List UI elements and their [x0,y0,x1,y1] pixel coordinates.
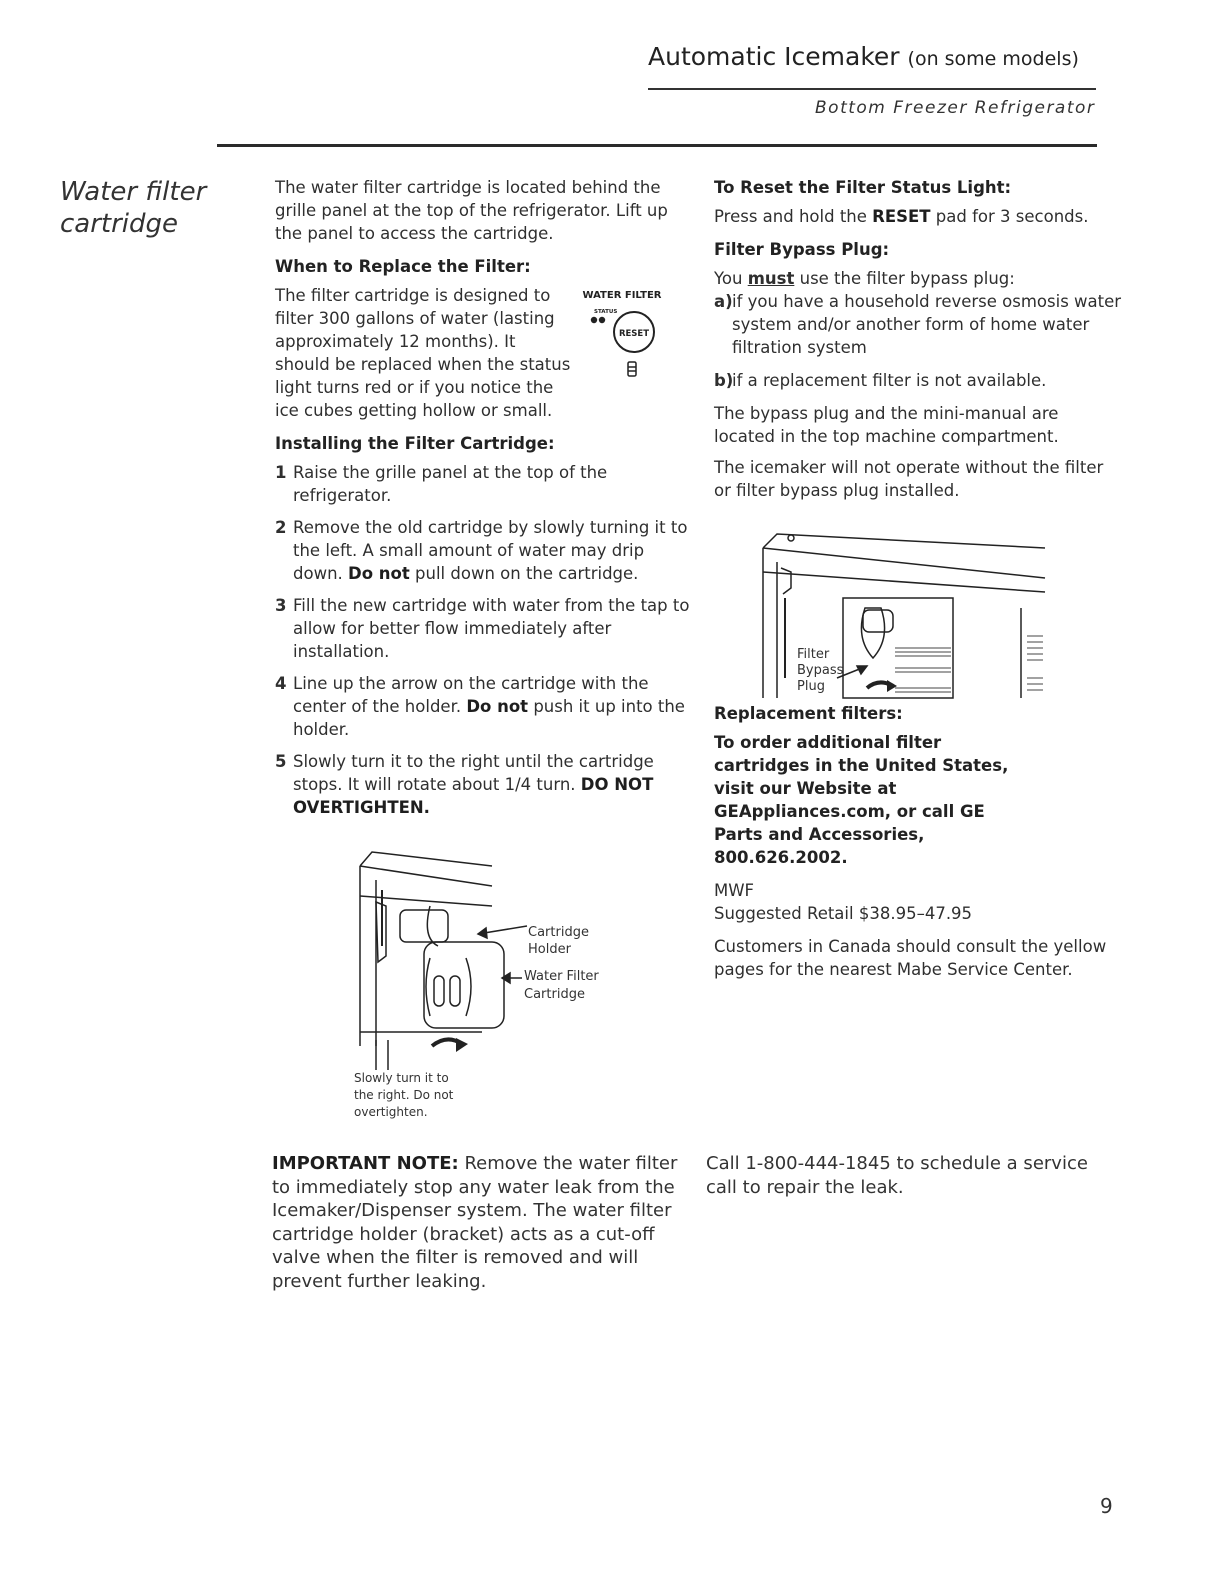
installation-steps [275,461,695,819]
installing-heading: Installing the Filter Cartridge: [275,434,555,453]
indicator-status-label: STATUS [594,309,618,315]
step-4 [275,672,695,741]
when-to-replace-heading: When to Replace the Filter: [275,257,531,276]
diagram-caption-line1: Slowly turn it to [354,1071,449,1085]
bypass-intro-after: use the filter bypass plug: [799,269,1015,288]
header-title-suffix: (on some models) [907,48,1079,70]
diagram-caption-line2: the right. Do not [354,1088,454,1102]
replacement-price: Suggested Retail $38.95–47.95 [714,904,973,923]
important-note-label: IMPORTANT NOTE: [272,1153,459,1174]
cartridge-holder-pointer [478,926,527,938]
section-title: Water filter cartridge [60,177,207,239]
status-light-icon [591,317,597,323]
rotate-right-arrow-icon [432,1038,468,1052]
step-number: 5 [275,752,287,771]
reset-keyword: RESET [872,207,931,226]
step-text: Slowly turn it to the right until the cartridge stops. It will rotate about 1/4 turn. [293,752,654,794]
page-number: 9 [1100,1494,1113,1518]
step-number: 4 [275,674,287,693]
step-warning: Do not [348,564,410,583]
condition-text: if a replacement filter is not available. [732,371,1047,390]
reset-text-after: pad for 3 seconds. [935,207,1089,226]
replacement-heading: Replacement filters: [714,704,903,723]
step-warning: Do not [466,697,529,716]
bypass-location: The bypass plug and the mini-manual are located in the top machine compartment. [714,404,1059,446]
holder-label-line1: Cartridge [528,925,589,940]
header-subtitle: Bottom Freezer Refrigerator [815,98,1096,118]
reset-heading: To Reset the Filter Status Light: [714,178,1012,197]
bypass-label-line1: Filter [797,647,830,662]
step-text: Line up the arrow on the cartridge with the center of the holder. [293,674,649,716]
condition-label: a) [714,292,733,311]
bypass-must: must [747,269,795,288]
step-text: Fill the new cartridge with water from the tap to allow for better flow immediately after installation. [293,596,690,661]
filter-pointer [502,973,522,983]
bypass-label-line2: Bypass [797,663,844,678]
bypass-conditions [714,290,1124,392]
filter-label-line1: Water Filter [524,969,599,984]
left-column [275,176,695,828]
condition-text: if you have a household reverse osmosis water system and/or another form of home water filtration system [732,292,1122,357]
rotate-arrow-icon [867,680,897,692]
diagram-caption-line3: overtighten. [354,1105,428,1119]
step-warning: DO NOT OVERTIGHTEN. [293,775,654,817]
holder-label-line2: Holder [528,942,571,957]
cartridge-install-diagram [352,846,612,1126]
indicator-label: WATER FILTER [582,290,662,301]
important-note-text: Remove the water filter to immediately stop any water leak from the Icemaker/Dispenser system. The water filter cartridge holder (bracket) acts as a cut-off valve when the filter is removed and will prevent further leaking. [272,1153,678,1292]
replacement-canada: Customers in Canada should consult the yellow pages for the nearest Mabe Service Center. [714,937,1107,979]
service-call-text: Call 1-800-444-1845 to schedule a service call to repair the leak. [706,1153,1088,1198]
step-text-after: push it up into the holder. [293,697,685,739]
bypass-intro [714,267,1124,290]
water-filter-indicator [582,286,662,386]
important-note [272,1152,692,1293]
page-header-title [648,42,1079,71]
header-title-text: Automatic Icemaker [648,42,900,71]
condition-label: b) [714,371,734,390]
step-2 [275,516,695,585]
header-divider [648,88,1096,90]
step-number: 1 [275,463,287,482]
bypass-label-line3: Plug [797,679,825,694]
step-number: 2 [275,518,287,537]
step-text: Raise the grille panel at the top of the refrigerator. [293,463,608,505]
bypass-plug-diagram [755,528,1055,708]
step-1 [275,461,695,507]
bypass-condition-a [714,290,1124,359]
replacement-model: MWF [714,881,755,900]
bypass-condition-b [714,369,1124,392]
bypass-warning: The icemaker will not operate without the filter or filter bypass plug installed. [714,458,1104,500]
bypass-heading: Filter Bypass Plug: [714,240,890,259]
reset-text-before: Press and hold the [714,207,867,226]
section-divider [217,144,1097,147]
step-number: 3 [275,596,287,615]
when-to-replace-text: The filter cartridge is designed to filter 300 gallons of water (lasting approximately 12 months). It should be replaced when the status light turns red or if you notice the ice cubes getting hollow or small. [275,286,571,420]
filter-label-line2: Cartridge [524,987,585,1002]
step-text-after: pull down on the cartridge. [415,564,639,583]
step-text: Remove the old cartridge by slowly turning it to the left. A small amount of water may drip down. [293,518,688,583]
step-5 [275,750,695,819]
step-3 [275,594,695,663]
status-light-icon [599,317,605,323]
bypass-intro-before: You [714,269,743,288]
filter-cartridge-icon [628,362,636,376]
reset-button-label: RESET [618,329,650,339]
reset-instructions [714,205,1124,228]
replacement-order-text: To order additional filter cartridges in the United States, visit our Website at GEAppliances.com, or call GE Parts and Accessories, 800.626.2002. [714,733,1009,867]
intro-paragraph: The water filter cartridge is located behind the grille panel at the top of the refrigerator. Lift up the panel to access the cartridge. [275,178,668,243]
